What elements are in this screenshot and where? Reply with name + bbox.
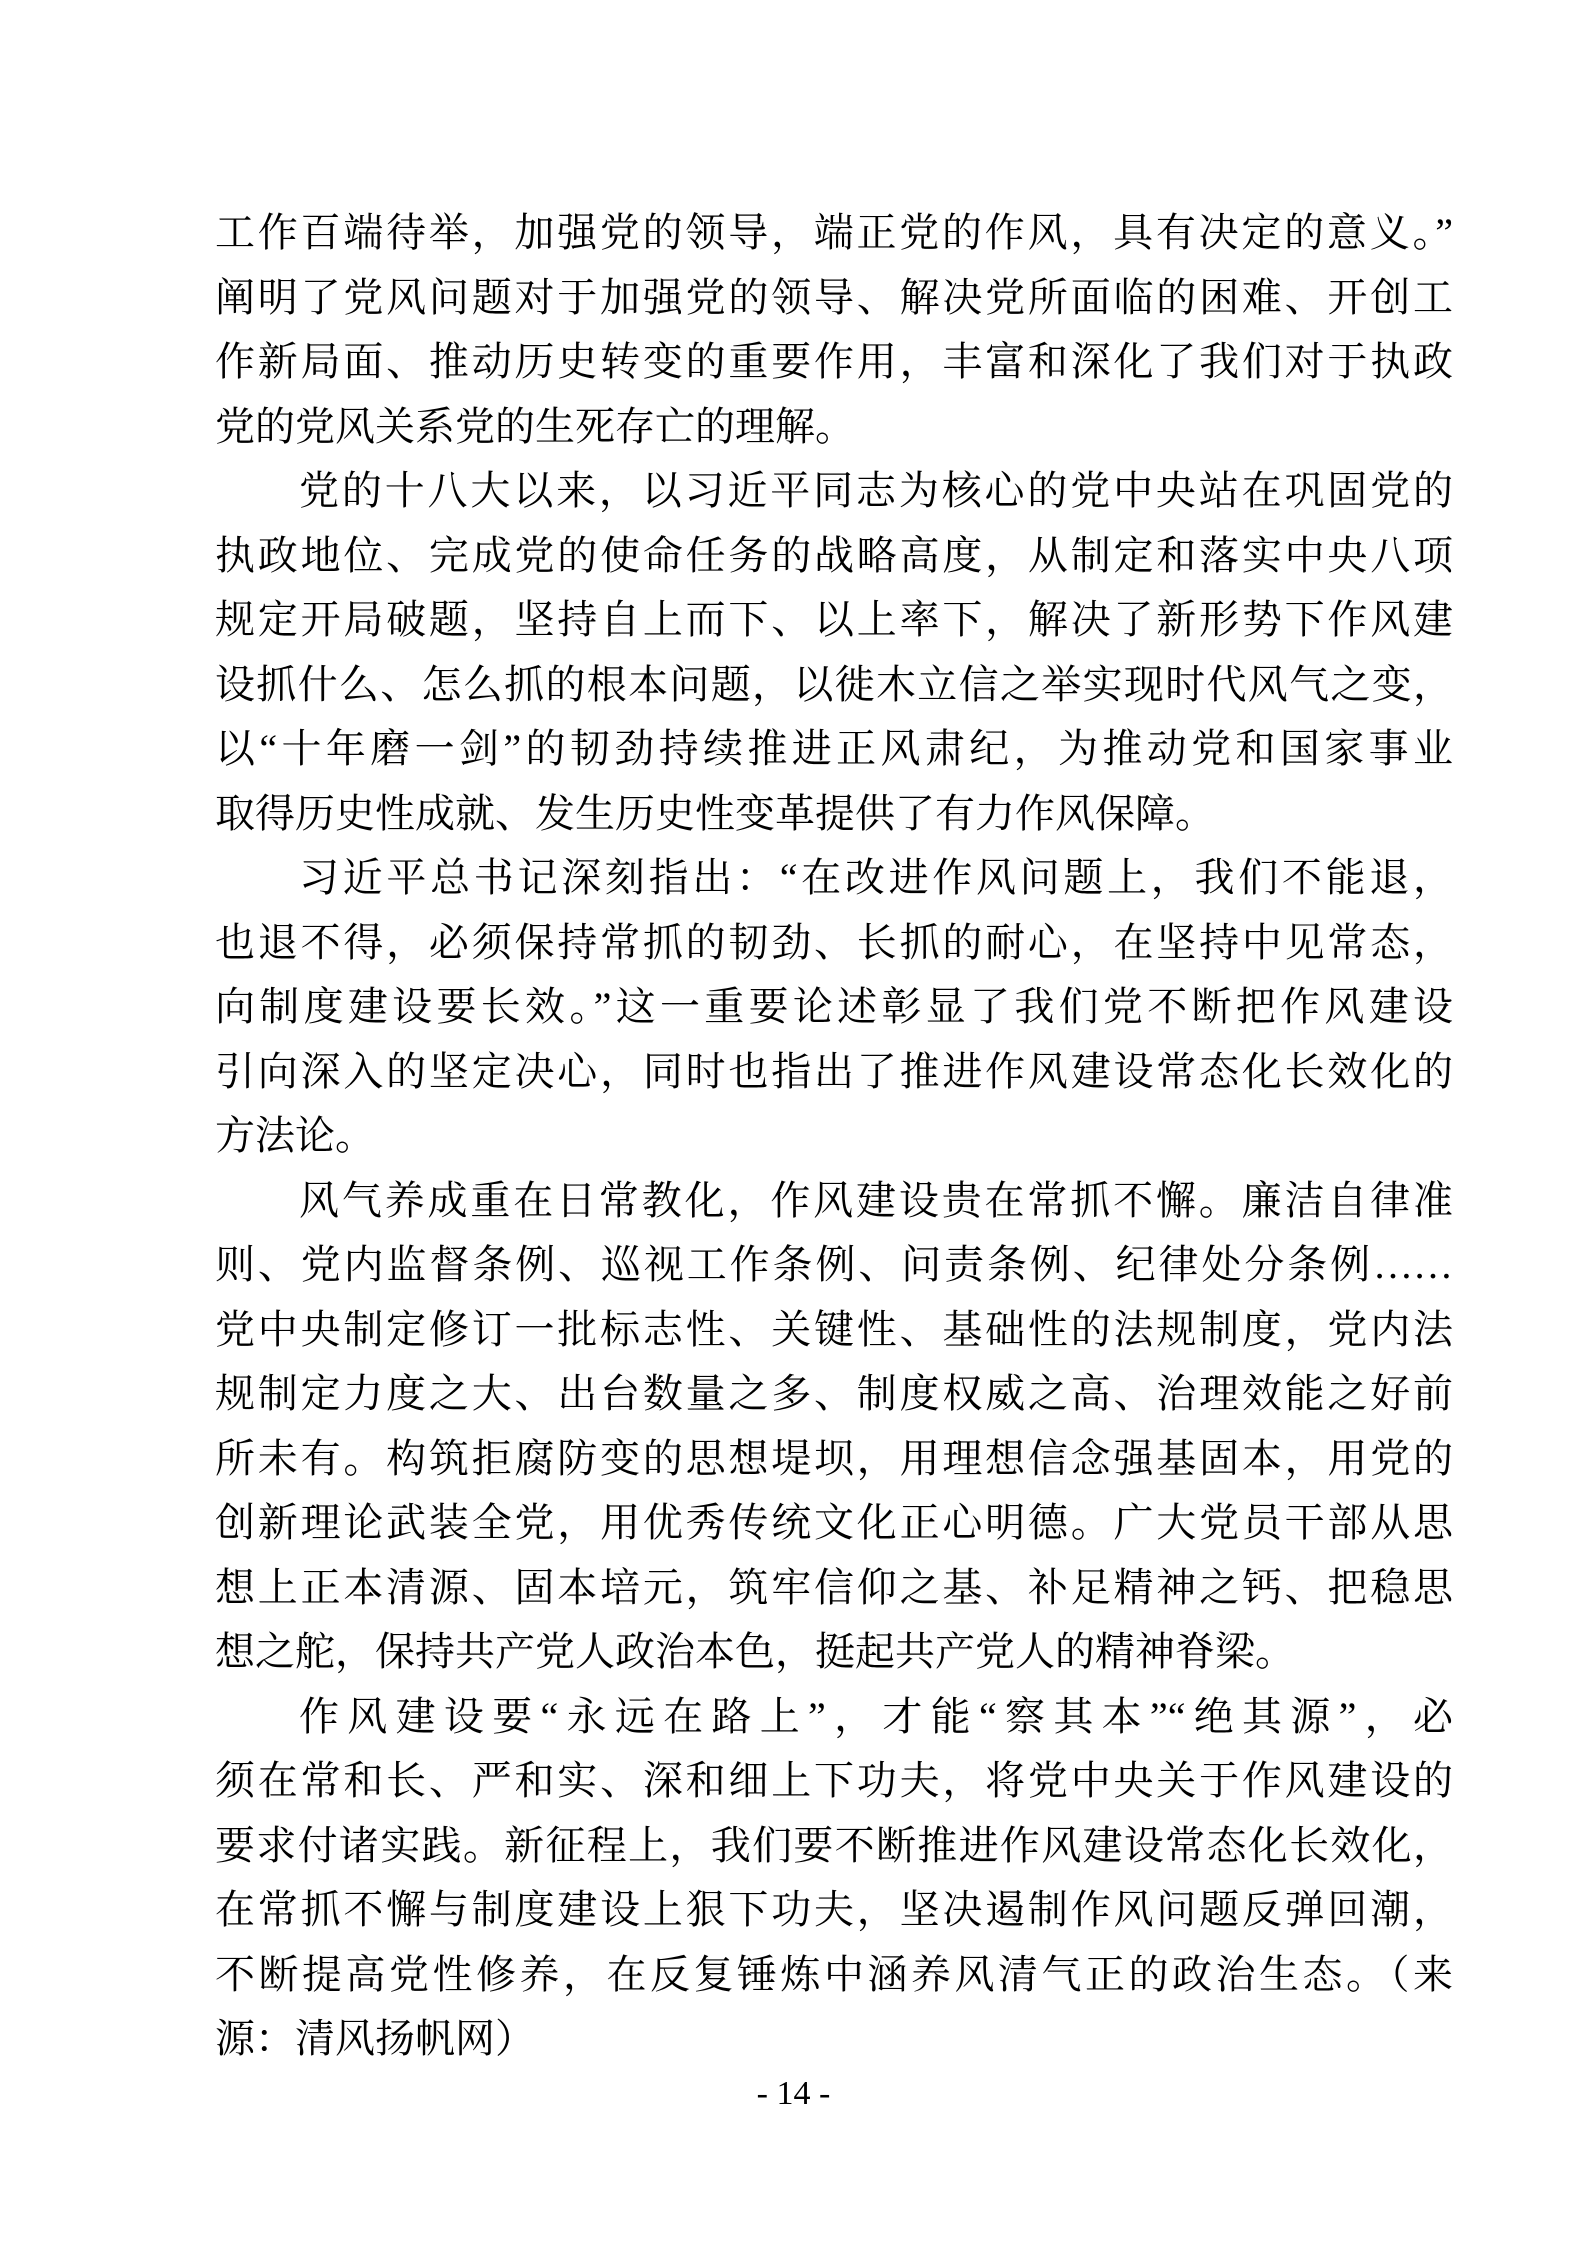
text-line: 须在常和长、严和实、深和细上下功夫，将党中央关于作风建设的 — [215, 1758, 1453, 1803]
text-line: 取得历史性成就、发生历史性变革提供了有力作风保障。 — [215, 790, 1215, 836]
text-line: 创新理论武装全党，用优秀传统文化正心明德。广大党员干部从思 — [215, 1500, 1453, 1545]
page-footer — [0, 2073, 1587, 2115]
text-line: 源：清风扬帆网） — [215, 2016, 535, 2061]
text-line: 想之舵，保持共产党人政治本色，挺起共产党人的精神脊梁。 — [215, 1629, 1295, 1674]
text-line: 作风建设要“永远在路上”，才能“察其本”“绝其源”，必 — [299, 1693, 1453, 1739]
text-line: 不断提高党性修养，在反复锤炼中涵养风清气正的政治生态。（来 — [215, 1951, 1453, 1997]
text-line: 向制度建设要长效。”这一重要论述彰显了我们党不断把作风建设 — [215, 984, 1453, 1029]
text-line: 作新局面、推动历史转变的重要作用，丰富和深化了我们对于执政 — [215, 339, 1453, 384]
page-number: - 14 - — [756, 2075, 831, 2112]
text-line: 引向深入的坚定决心，同时也指出了推进作风建设常态化长效化的 — [215, 1048, 1453, 1094]
text-line: 执政地位、完成党的使命任务的战略高度，从制定和落实中央八项 — [215, 532, 1453, 578]
text-line: 以“十年磨一剑”的韧劲持续推进正风肃纪，为推动党和国家事业 — [215, 726, 1453, 771]
text-line: 方法论。 — [215, 1113, 375, 1158]
text-line: 规定开局破题，坚持自上而下、以上率下，解决了新形势下作风建 — [215, 597, 1453, 642]
document-body — [215, 201, 1453, 2072]
text-line: 想上正本清源、固本培元，筑牢信仰之基、补足精神之钙、把稳思 — [215, 1564, 1453, 1610]
text-line: 习近平总书记深刻指出：“在改进作风问题上，我们不能退， — [299, 855, 1453, 900]
text-line: 党的十八大以来，以习近平同志为核心的党中央站在巩固党的 — [299, 468, 1453, 513]
text-line: 也退不得，必须保持常抓的韧劲、长抓的耐心，在坚持中见常态， — [215, 919, 1453, 965]
text-line: 党的党风关系党的生死存亡的理解。 — [215, 403, 855, 449]
text-line: 党中央制定修订一批标志性、关键性、基础性的法规制度，党内法 — [215, 1306, 1453, 1352]
text-line: 风气养成重在日常教化，作风建设贵在常抓不懈。廉洁自律准 — [299, 1177, 1453, 1223]
text-line: 在常抓不懈与制度建设上狠下功夫，坚决遏制作风问题反弹回潮， — [215, 1887, 1453, 1932]
text-line: 工作百端待举，加强党的领导，端正党的作风，具有决定的意义。” — [215, 210, 1453, 255]
text-line: 要求付诸实践。新征程上，我们要不断推进作风建设常态化长效化， — [215, 1822, 1453, 1868]
text-line: 则、党内监督条例、巡视工作条例、问责条例、纪律处分条例…… — [215, 1242, 1453, 1287]
text-line: 设抓什么、怎么抓的根本问题，以徙木立信之举实现时代风气之变， — [215, 661, 1453, 707]
text-line: 规制定力度之大、出台数量之多、制度权威之高、治理效能之好前 — [215, 1371, 1453, 1416]
text-line: 阐明了党风问题对于加强党的领导、解决党所面临的困难、开创工 — [215, 274, 1453, 320]
text-line: 所未有。构筑拒腐防变的思想堤坝，用理想信念强基固本，用党的 — [215, 1435, 1453, 1481]
